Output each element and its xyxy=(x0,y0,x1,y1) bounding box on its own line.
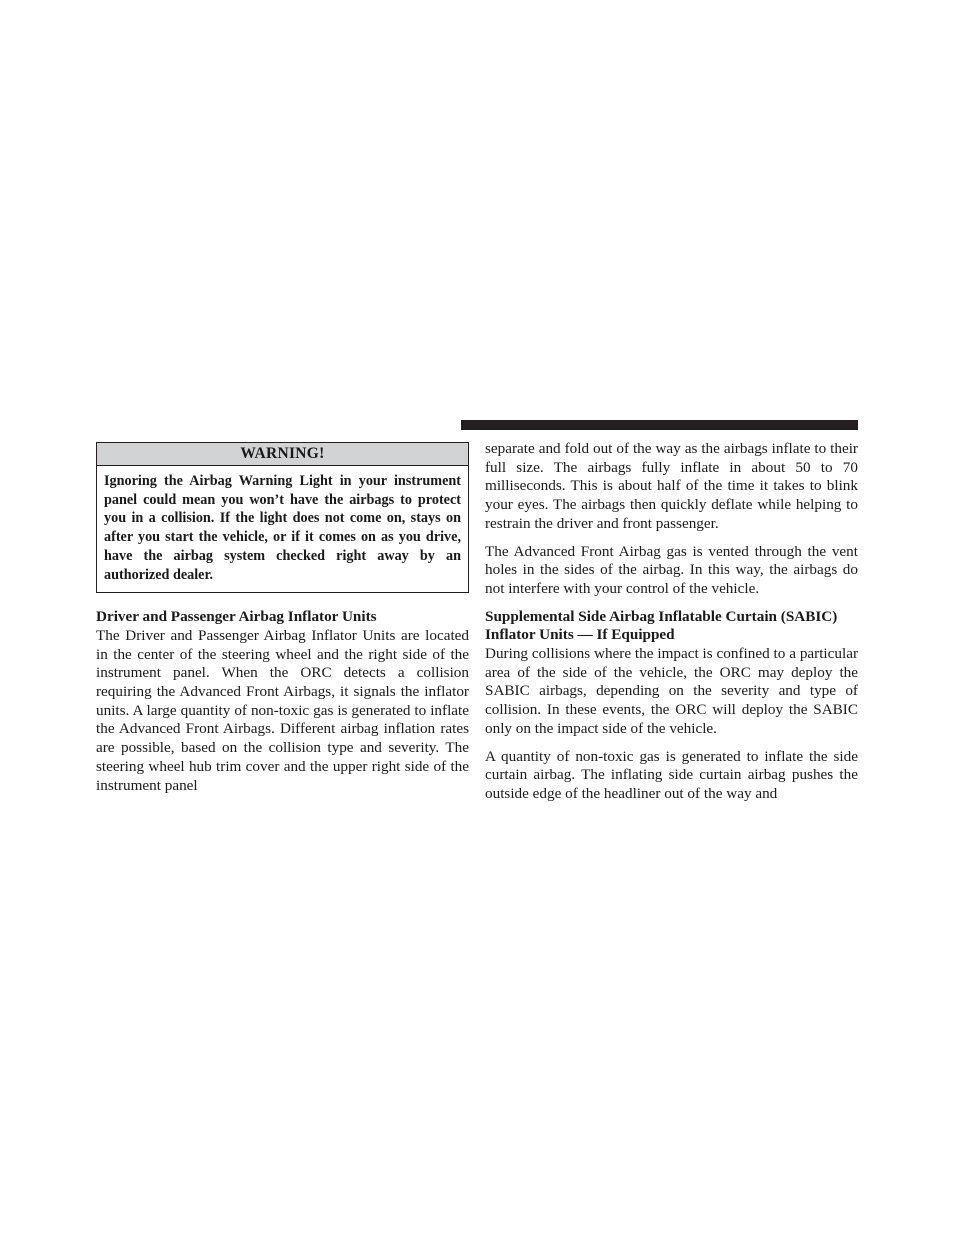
section-header-bar xyxy=(461,420,858,430)
sabic-gas-paragraph: A quantity of non-toxic gas is generated to inflate the side curtain airbag. The inflating side curtain airbag pushes the outside edge of the headliner out of the way and xyxy=(485,747,858,802)
right-column xyxy=(485,440,858,804)
airbag-venting-paragraph: The Advanced Front Airbag gas is vented through the vent holes in the sides of the airbag. In this way, the airbags do not interfere with your control of the vehicle. xyxy=(485,542,858,597)
left-column xyxy=(96,440,469,795)
warning-box xyxy=(96,442,469,593)
sabic-deploy-paragraph: During collisions where the impact is confined to a particular area of the side of the vehicle, the ORC may deploy the SABIC airbags, depending on the severity and type of collision. In these events, the ORC will deploy the SABIC only on the impact side of the vehicle. xyxy=(485,645,858,737)
inflator-units-paragraph: The Driver and Passenger Airbag Inflator Units are located in the center of the steering wheel and the right side of the instrument panel. When the ORC detects a collision requiring the Advanced Front Airbags, it signals the inflator units. A large quantity of non-toxic gas is generated to inflate the Advanced Front Airbags. Different airbag inflation rates are possible, based on the collision type and severity. The steering wheel hub trim cover and the upper right side of the instrument panel xyxy=(96,626,469,794)
sabic-heading: Supplemental Side Airbag Inflatable Curtain (SABIC) Inflator Units — If Equipped xyxy=(485,607,838,644)
warning-title: WARNING! xyxy=(97,443,468,466)
inflator-units-heading: Driver and Passenger Airbag Inflator Units xyxy=(96,608,377,626)
warning-text: Ignoring the Airbag Warning Light in your instrument panel could mean you won’t have the airbags to protect you in a collision. If the light does not come on, stays on after you start the vehicle, or if it comes on as you drive, have the airbag system checked right away by an authorized dealer. xyxy=(104,473,461,583)
airbag-inflation-paragraph: separate and fold out of the way as the airbags inflate to their full size. The airbags fully inflate in about 50 to 70 milliseconds. This is about half of the time it takes to blink your eyes. The airbags then quickly deflate while helping to restrain the driver and front passenger. xyxy=(485,440,858,532)
